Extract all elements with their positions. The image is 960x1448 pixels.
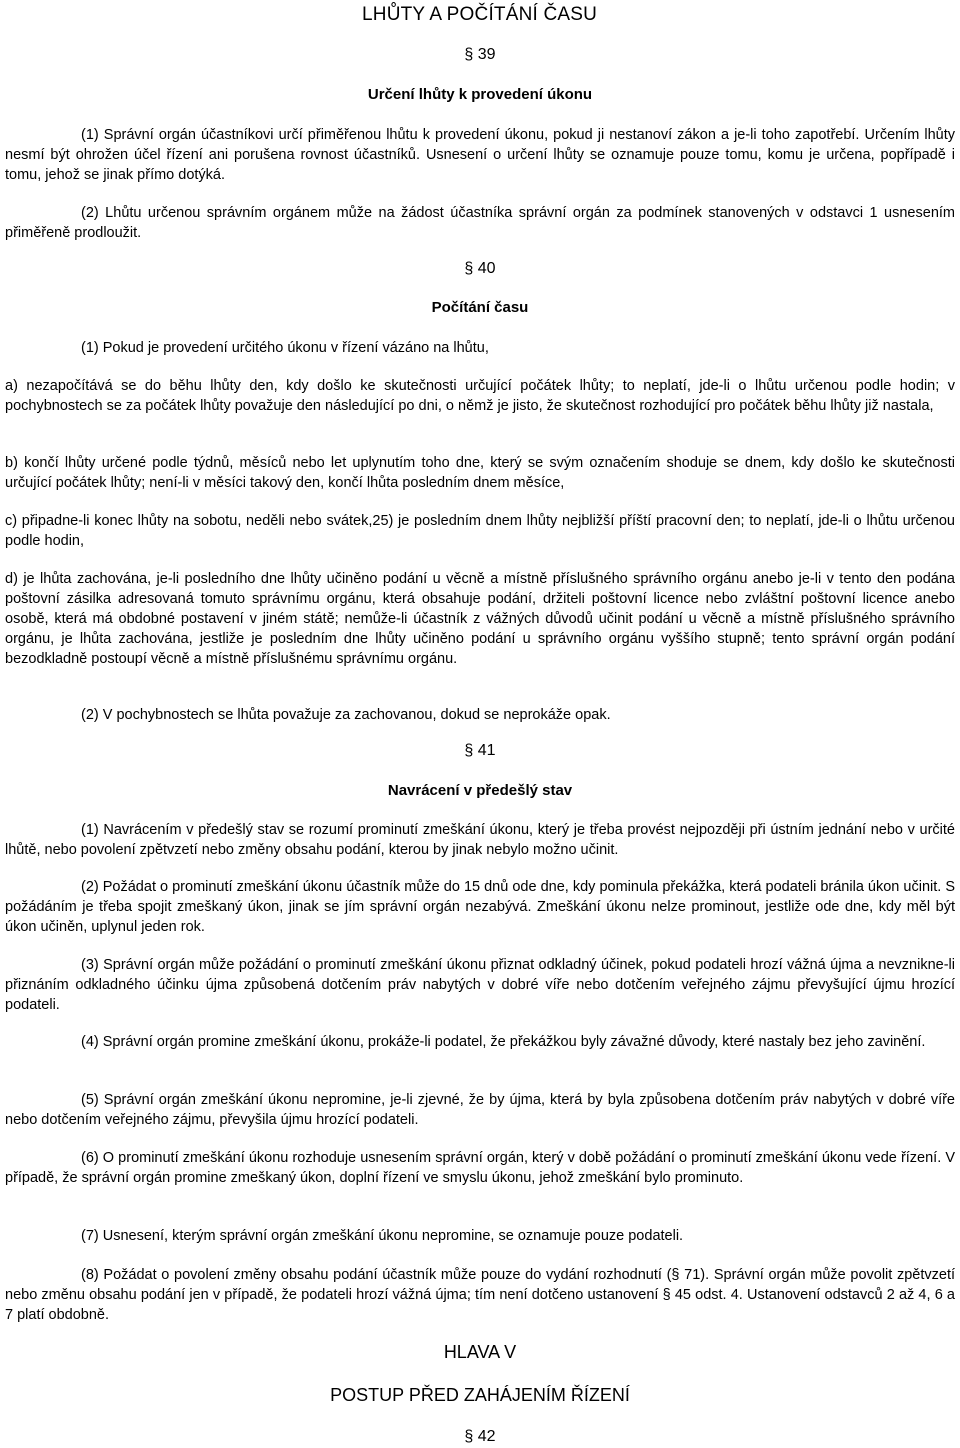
section-40-item-d: d) je lhůta zachována, je-li posledního dne lhůty učiněno podání u věcně a místně příslušného správního orgánu anebo je-li v tento den podána poštovní zásilka adresovaná tomuto správnímu orgánu, která obsahuje podání, držiteli poštovní licence nebo zvláštní poštovní licence anebo osobě, která má obdobné postavení v jiném státě; nemůže-li účastník z vážných důvodů učinit podání u věcně a místně příslušného správního orgánu, je lhůta zachována, jestliže je posledním dne lhůty učiněno podání u správního orgánu vyššího stupně; tento správní orgán podání bezodkladně postoupí věcně a místně příslušnému správnímu orgánu. — [5, 571, 955, 667]
section-41-paragraph-2: (2) Požádat o prominutí zmeškání úkonu účastník může do 15 dnů ode dne, kdy pominula překážka, která podateli bránila úkon učinit. S požádáním je třeba spojit zmeškaný úkon, jinak se jím správní orgán nezabývá. Zmeškání úkonu nelze prominout, jestliže ode dne, kdy měl být úkon učiněn, uplynul jeden rok. — [5, 879, 955, 935]
section-41-heading: Navrácení v předešlý stav — [387, 782, 573, 799]
section-40-item-a: a) nezapočítává se do běhu lhůty den, kdy došlo ke skutečnosti určující počátek lhůty; to neplatí, jde-li o lhůtu určenou podle hodin; v pochybnostech se za počátek lhůty považuje den následující po dni, o němž je jisto, že skutečnost rozhodující pro počátek běhu lhůty již nastala, — [5, 378, 955, 414]
section-41-paragraph-6: (6) O prominutí zmeškání úkonu rozhoduje usnesením správní orgán, který v době požádání o prominutí zmeškání úkonu vede řízení. V případě, že správní orgán promine zmeškaný úkon, doplní řízení ve smyslu úkonu, jehož zmeškání bylo prominuto. — [5, 1150, 955, 1186]
section-42-number: § 42 — [464, 1428, 496, 1445]
section-41-number: § 41 — [464, 742, 496, 759]
section-40-item-b: b) končí lhůty určené podle týdnů, měsíců nebo let uplynutím toho dne, který se svým označením shoduje se dnem, kdy došlo ke skutečnosti určující počátek lhůty; není-li v měsíci takový den, končí lhůta posledním dnem měsíce, — [5, 455, 955, 491]
section-39-paragraph-2: (2) Lhůtu určenou správním orgánem může na žádost účastníka správní orgán za podmínek stanovených v odstavci 1 usnesením přiměřeně prodloužit. — [5, 205, 955, 241]
section-41-paragraph-3: (3) Správní orgán může požádání o prominutí zmeškání úkonu přiznat odkladný účinek, pokud podateli hrozí vážná újma a nevznikne-li přiznáním odkladného účinku újma způsobená dotčením práv nabytých v dobré víře nebo dotčením veřejného zájmu převyšující újmu hrozící podateli. — [5, 957, 955, 1013]
section-41-paragraph-5: (5) Správní orgán zmeškání úkonu nepromine, je-li zjevné, že by újma, která by byla způsobena dotčením práv nabytých v dobré víře nebo dotčením veřejného zájmu, převyšila újmu hrozící podateli. — [5, 1092, 955, 1128]
section-40-item-c: c) připadne-li konec lhůty na sobotu, neděli nebo svátek,25) je posledním dnem lhůty nejbližší příští pracovní den; to neplatí, jde-li o lhůtu určenou podle hodin, — [5, 513, 955, 549]
section-41-paragraph-4: (4) Správní orgán promine zmeškání úkonu, prokáže-li podatel, že překážkou byly závažné důvody, které nastaly bez jeho zavinění. — [81, 1034, 926, 1050]
section-39-paragraph-1: (1) Správní orgán účastníkovi určí přiměřenou lhůtu k provedení úkonu, pokud ji nestanoví zákon a je-li toho zapotřebí. Určením lhůty nesmí být ohrožen účel řízení ani porušena rovnost účastníků. Usnesení o určení lhůty se oznamuje pouze tomu, komu je určena, popřípadě i tomu, jehož se jinak přímo dotýká. — [5, 127, 955, 183]
section-39-heading: Určení lhůty k provedení úkonu — [367, 86, 593, 103]
chapter-title: LHŮTY A POČÍTÁNÍ ČASU — [362, 4, 598, 25]
part-title: POSTUP PŘED ZAHÁJENÍM ŘÍZENÍ — [330, 1385, 630, 1405]
section-41-paragraph-1: (1) Navrácením v předešlý stav se rozumí prominutí zmeškání úkonu, který je třeba provést nejpozději při ústním jednání nebo v určité lhůtě, nebo povolení zpětvzetí nebo změny obsahu podání, kterou by jinak nebylo možno učinit. — [5, 822, 955, 858]
section-41-paragraph-7: (7) Usnesení, kterým správní orgán zmeškání úkonu nepromine, se oznamuje pouze podateli. — [81, 1228, 684, 1244]
section-40-paragraph-2: (2) V pochybnostech se lhůta považuje za zachovanou, dokud se neprokáže opak. — [81, 707, 611, 723]
section-40-number: § 40 — [464, 260, 496, 277]
section-41-paragraph-8: (8) Požádat o povolení změny obsahu podání účastník může pouze do vydání rozhodnutí (§ 71). Správní orgán může povolit zpětvzetí nebo změnu obsahu podání jen v případě, že podateli hrozí vážná újma; tím není dotčeno ustanovení § 45 odst. 4. Ustanovení odstavců 2 až 4, 6 a 7 platí obdobně. — [5, 1267, 955, 1323]
section-40-heading: Počítání času — [431, 299, 529, 316]
section-39-number: § 39 — [464, 46, 496, 63]
section-40-intro: (1) Pokud je provedení určitého úkonu v řízení vázáno na lhůtu, — [81, 340, 489, 356]
part-label: HLAVA V — [443, 1342, 517, 1362]
